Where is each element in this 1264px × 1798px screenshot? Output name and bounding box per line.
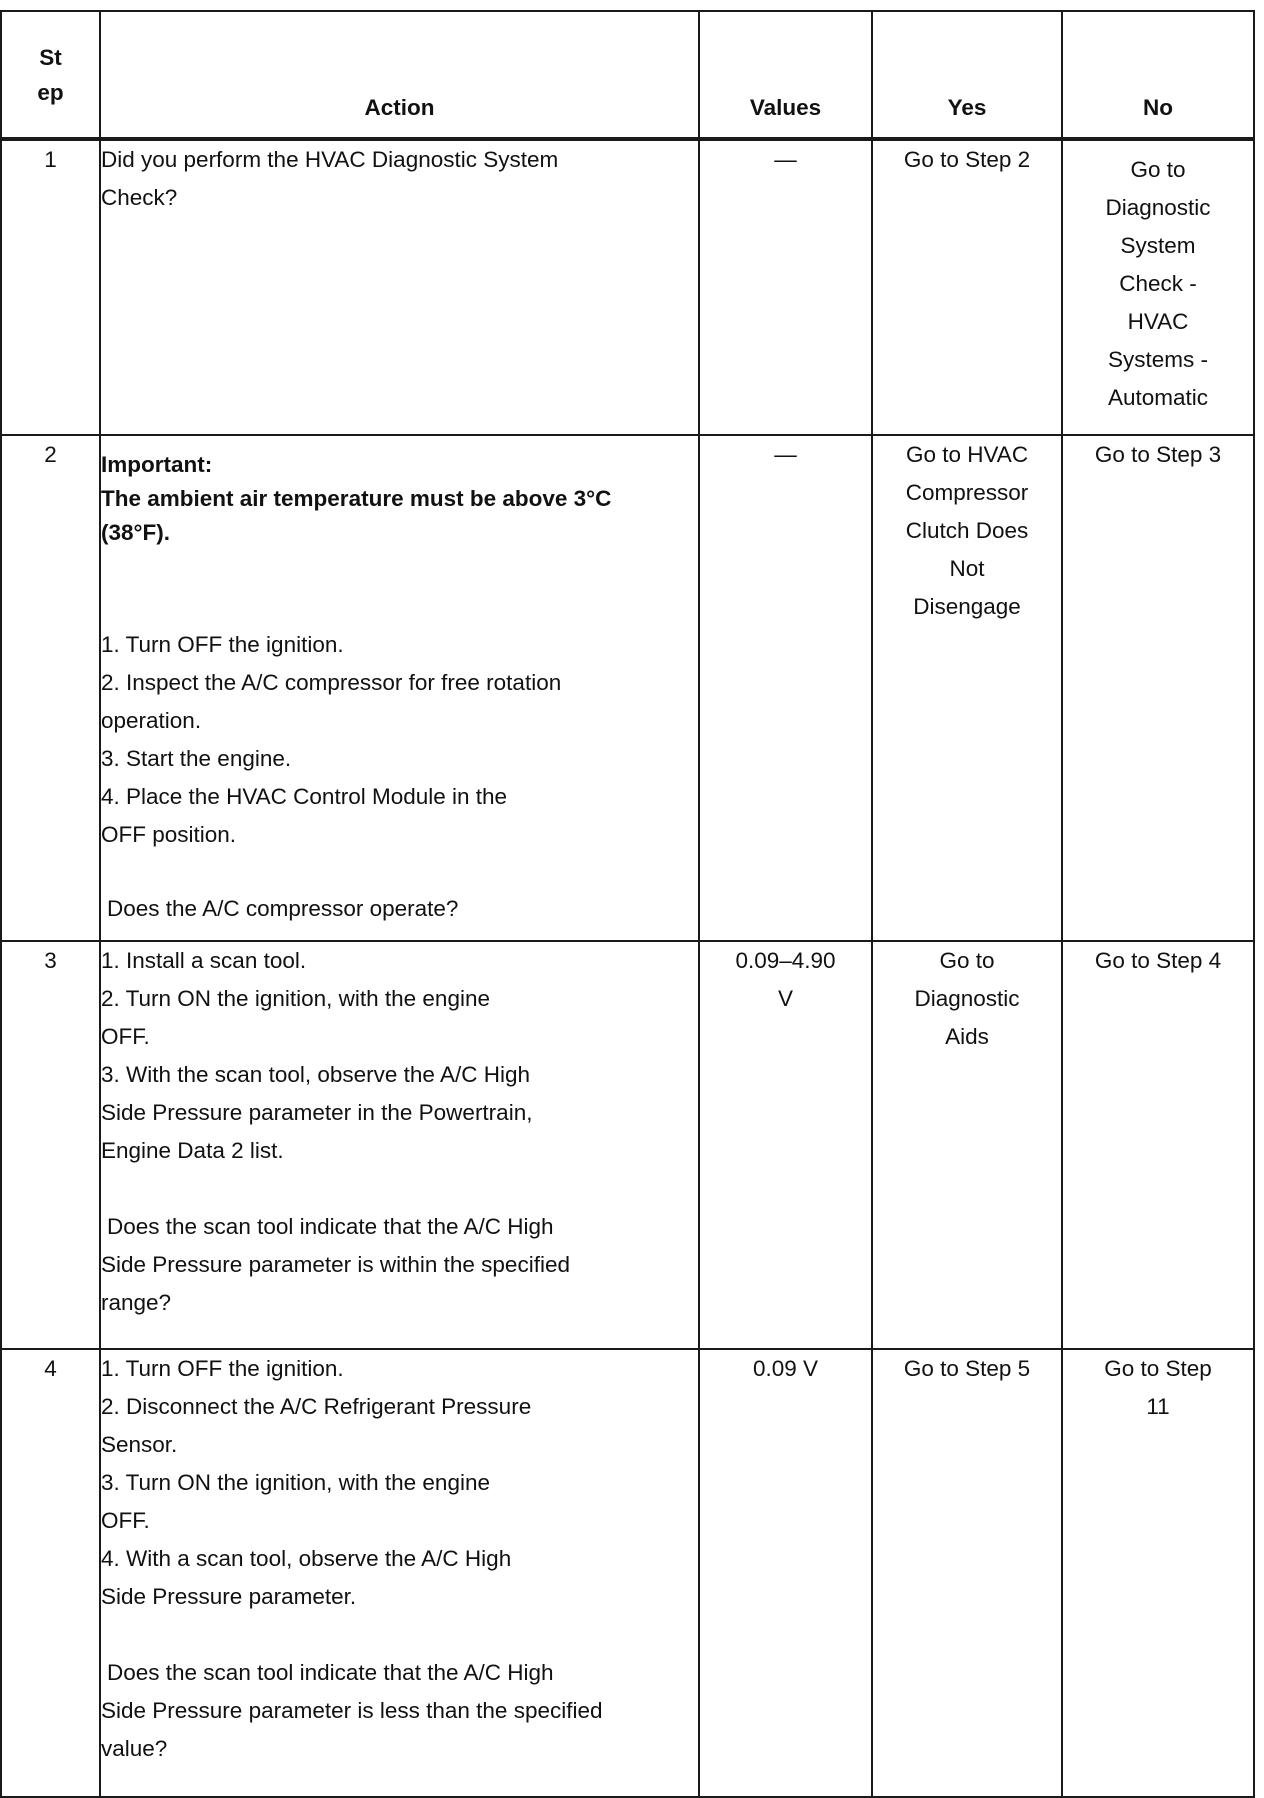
yes-cell bbox=[872, 941, 1062, 1349]
value-range: 0.09–4.90 bbox=[735, 948, 836, 973]
table-row bbox=[1, 139, 1254, 435]
header-no: No bbox=[1062, 11, 1254, 139]
yes-link[interactable]: Go to Step 5 bbox=[903, 1356, 1031, 1381]
question-text: range? bbox=[101, 1290, 172, 1315]
header-action: Action bbox=[100, 11, 699, 139]
important-text: The ambient air temperature must be above 3°C bbox=[101, 486, 612, 511]
no-link[interactable]: Go to Step 11 bbox=[1104, 1356, 1212, 1419]
no-link[interactable]: Go to Step 4 bbox=[1094, 948, 1222, 973]
question-text: Does the scan tool indicate that the A/C High bbox=[107, 1214, 554, 1239]
yes-link[interactable]: Go to HVAC Compressor Clutch Does Not Disengage bbox=[905, 442, 1029, 619]
no-link[interactable]: Go to Diagnostic System Check - HVAC Systems - Automatic bbox=[1105, 157, 1211, 410]
action-line: OFF. bbox=[101, 1508, 150, 1533]
no-cell bbox=[1062, 435, 1254, 941]
header-yes: Yes bbox=[872, 11, 1062, 139]
yes-link[interactable]: Go to Step 2 bbox=[903, 147, 1031, 172]
action-line: operation. bbox=[101, 708, 202, 733]
step-number: 2 bbox=[1, 435, 100, 941]
question-text: Does the scan tool indicate that the A/C High bbox=[107, 1660, 554, 1685]
diagnostic-table bbox=[0, 10, 1255, 1798]
no-cell bbox=[1062, 139, 1254, 435]
action-line: 2. Inspect the A/C compressor for free rotation bbox=[101, 670, 562, 695]
table-row bbox=[1, 941, 1254, 1349]
yes-cell bbox=[872, 435, 1062, 941]
action-line: OFF position. bbox=[101, 822, 237, 847]
action-line: 3. Start the engine. bbox=[101, 746, 292, 771]
action-cell bbox=[100, 139, 699, 435]
action-line: 4. With a scan tool, observe the A/C High bbox=[101, 1546, 512, 1571]
question-text: Side Pressure parameter is within the specified bbox=[101, 1252, 570, 1277]
action-line: 1. Install a scan tool. bbox=[101, 948, 307, 973]
no-cell bbox=[1062, 941, 1254, 1349]
action-line: Engine Data 2 list. bbox=[101, 1138, 284, 1163]
values-cell: — bbox=[699, 435, 872, 941]
action-line: 2. Disconnect the A/C Refrigerant Pressure bbox=[101, 1394, 532, 1419]
question-text: Side Pressure parameter is less than the specified bbox=[101, 1698, 603, 1723]
no-cell bbox=[1062, 1349, 1254, 1797]
question-text: value? bbox=[101, 1736, 168, 1761]
action-cell bbox=[100, 435, 699, 941]
action-line: 3. Turn ON the ignition, with the engine bbox=[101, 1470, 490, 1495]
header-row bbox=[1, 11, 1254, 139]
yes-link[interactable]: Go to Diagnostic Aids bbox=[914, 948, 1020, 1049]
values-cell: — bbox=[699, 139, 872, 435]
yes-cell bbox=[872, 1349, 1062, 1797]
action-line: 1. Turn OFF the ignition. bbox=[101, 1356, 344, 1381]
values-cell bbox=[699, 941, 872, 1349]
important-text: (38°F). bbox=[101, 520, 171, 545]
important-label: Important: bbox=[101, 452, 213, 477]
question-text: Does the A/C compressor operate? bbox=[107, 896, 459, 921]
no-link[interactable]: Go to Step 3 bbox=[1094, 442, 1222, 467]
table-row bbox=[1, 1349, 1254, 1797]
action-line: 1. Turn OFF the ignition. bbox=[101, 632, 344, 657]
action-line: Check? bbox=[101, 185, 178, 210]
action-line: Did you perform the HVAC Diagnostic System bbox=[101, 147, 559, 172]
action-line: 4. Place the HVAC Control Module in the bbox=[101, 784, 508, 809]
step-number: 1 bbox=[1, 139, 100, 435]
table-row bbox=[1, 435, 1254, 941]
action-line: 3. With the scan tool, observe the A/C High bbox=[101, 1062, 530, 1087]
header-step: St ep bbox=[1, 11, 100, 139]
step-number: 3 bbox=[1, 941, 100, 1349]
action-line: OFF. bbox=[101, 1024, 150, 1049]
action-line: Sensor. bbox=[101, 1432, 178, 1457]
yes-cell bbox=[872, 139, 1062, 435]
action-line: Side Pressure parameter. bbox=[101, 1584, 357, 1609]
action-line: Side Pressure parameter in the Powertrain, bbox=[101, 1100, 533, 1125]
step-number: 4 bbox=[1, 1349, 100, 1797]
header-values: Values bbox=[699, 11, 872, 139]
action-cell bbox=[100, 941, 699, 1349]
values-cell: 0.09 V bbox=[699, 1349, 872, 1797]
action-cell bbox=[100, 1349, 699, 1797]
value-unit: V bbox=[777, 986, 793, 1011]
action-line: 2. Turn ON the ignition, with the engine bbox=[101, 986, 490, 1011]
